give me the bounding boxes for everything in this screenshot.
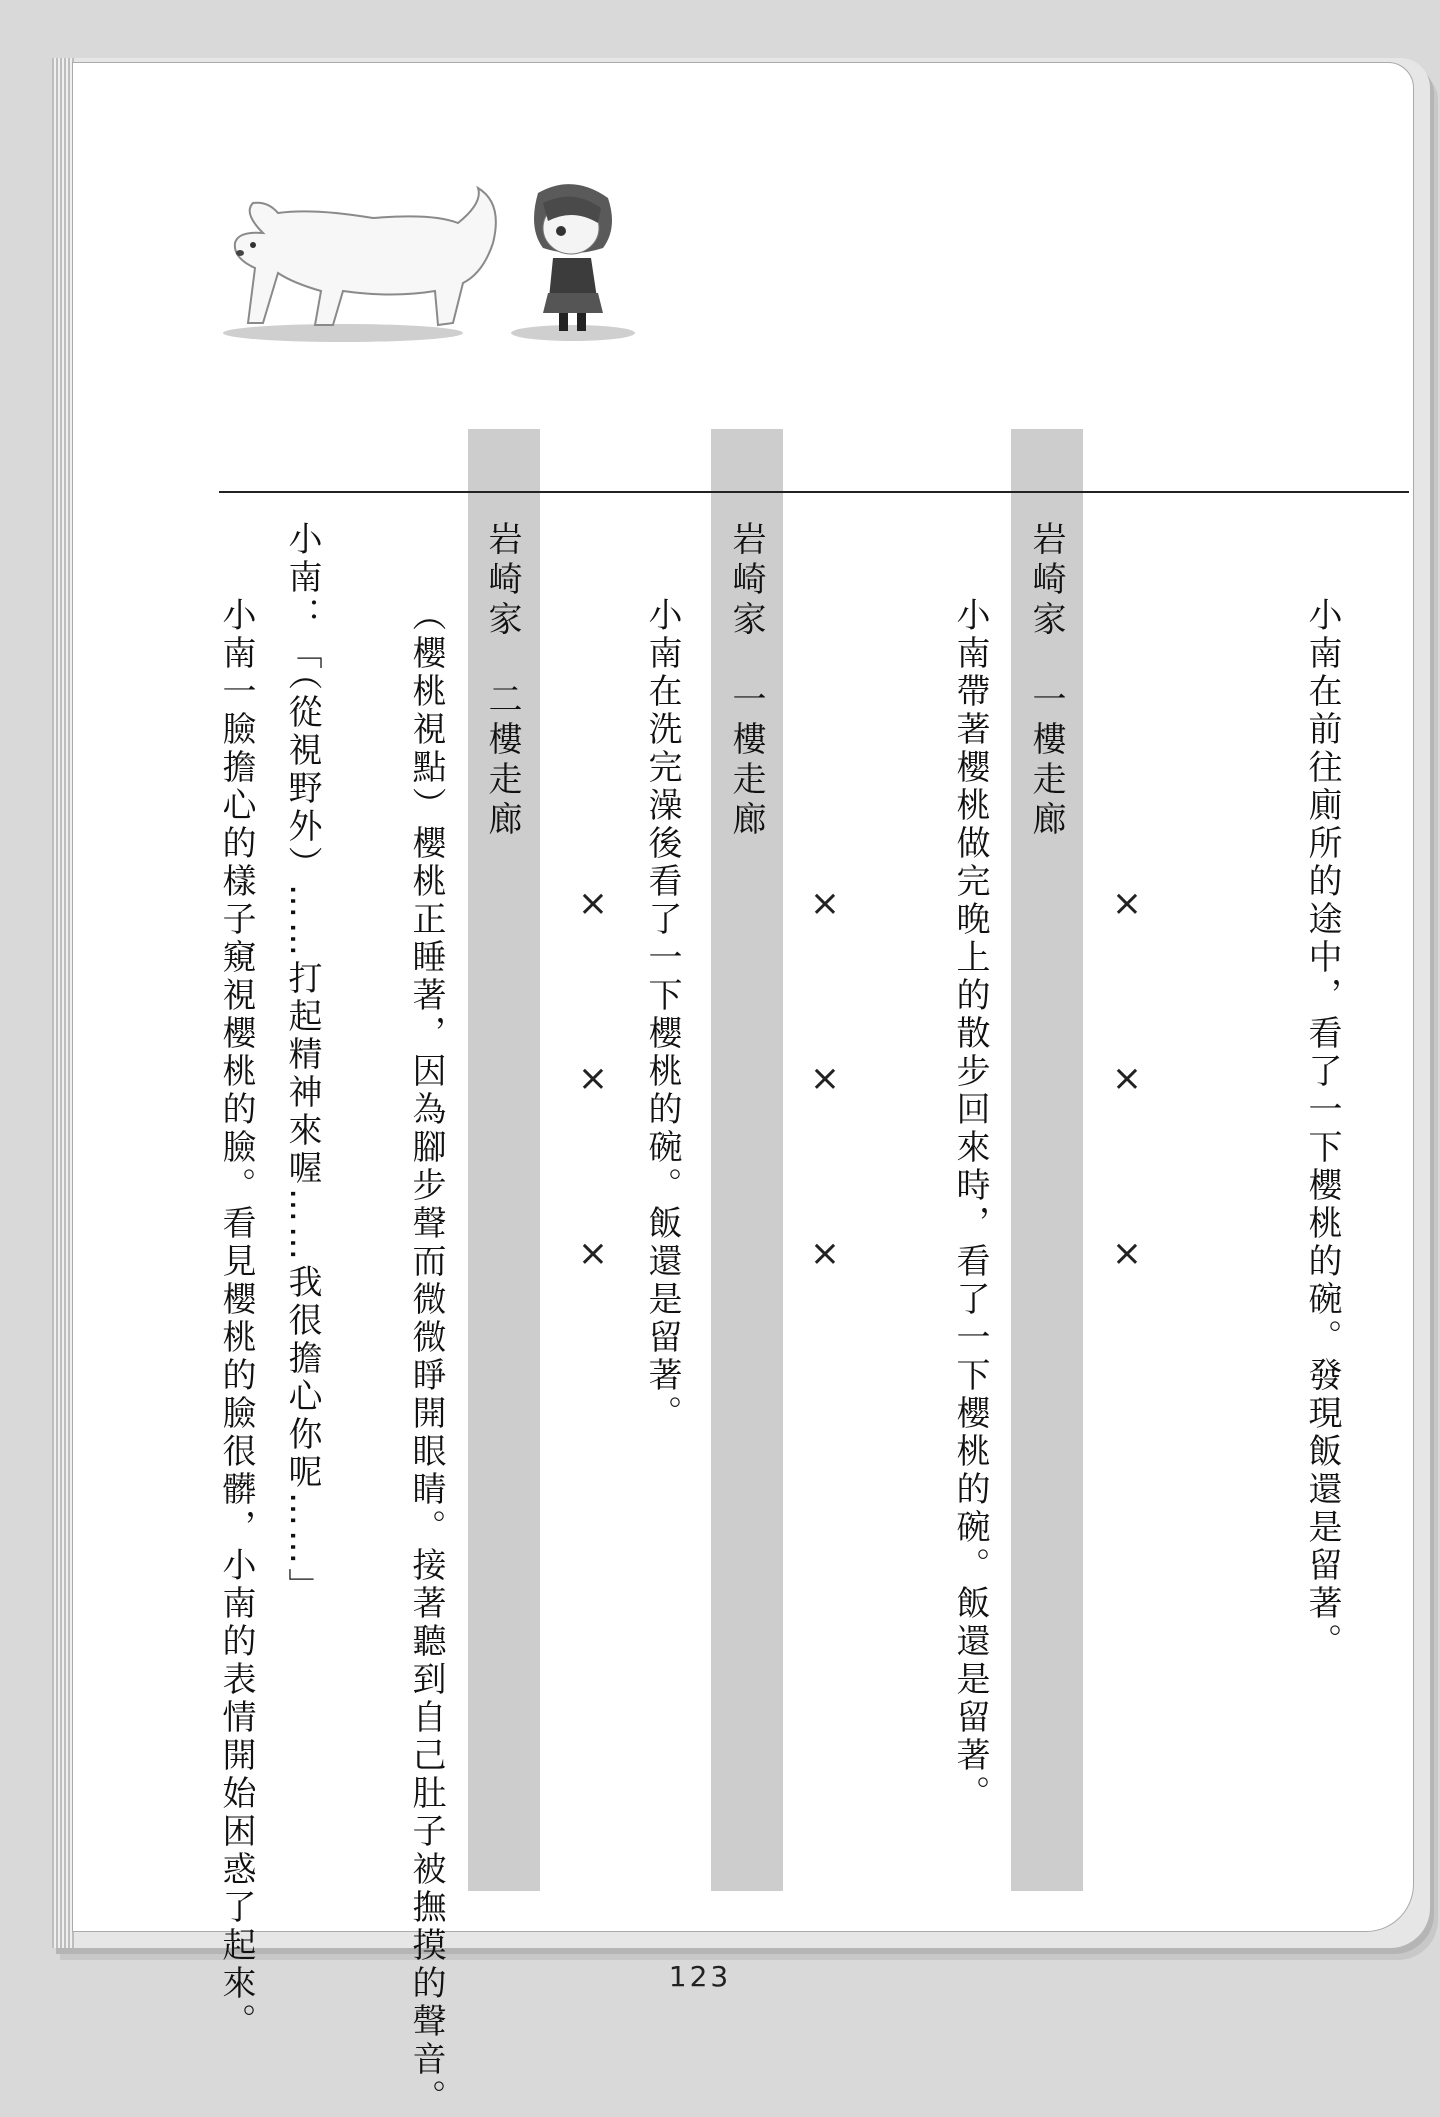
page-number: 123 [668, 1960, 732, 1993]
text-column [1231, 597, 1351, 1661]
separator-mark: × [1111, 883, 1143, 924]
text-column [629, 597, 691, 1647]
text-column [269, 521, 331, 1651]
white-dog-icon [223, 188, 496, 342]
separator-mark: × [577, 883, 609, 924]
text-column [335, 597, 455, 2117]
scene-heading: 岩崎家 一樓走廊 [1026, 521, 1066, 841]
text-column [879, 597, 999, 1813]
scene-separator [573, 883, 613, 1274]
horizontal-rule [219, 491, 1409, 493]
page-edge [52, 58, 74, 1948]
scene-heading: 岩崎家 一樓走廊 [726, 521, 766, 841]
body-text: （櫻桃視點）櫻桃正睡著，因為腳步聲而微微睜開眼睛。接著聽到自己肚子被撫摸的聲音。 [406, 597, 446, 2117]
text-column [145, 597, 265, 2041]
separator-mark: × [1111, 1058, 1143, 1099]
dialogue-text: 小南：「（從視野外）……打起精神來喔……我很擔心你呢……」 [282, 521, 322, 1606]
separator-mark: × [809, 883, 841, 924]
body-text: 小南在前往廁所的途中，看了一下櫻桃的碗。發現飯還是留著。 [1302, 597, 1342, 1661]
separator-mark: × [577, 1058, 609, 1099]
separator-mark: × [809, 1058, 841, 1099]
scene-separator [1107, 883, 1147, 1274]
separator-mark: × [577, 1233, 609, 1274]
separator-mark: × [1111, 1233, 1143, 1274]
scene-heading: 岩崎家 二樓走廊 [482, 521, 522, 841]
chibi-illustration [223, 173, 643, 353]
separator-mark: × [809, 1233, 841, 1274]
body-text: 小南一臉擔心的樣子窺視櫻桃的臉。看見櫻桃的臉很髒，小南的表情開始困惑了起來。 [216, 597, 256, 2041]
body-text: 小南帶著櫻桃做完晚上的散步回來時，看了一下櫻桃的碗。飯還是留著。 [950, 597, 990, 1813]
chibi-girl-icon [511, 184, 635, 341]
body-text: 小南在洗完澡後看了一下櫻桃的碗。飯還是留著。 [642, 597, 682, 1433]
scene-separator [805, 883, 845, 1274]
